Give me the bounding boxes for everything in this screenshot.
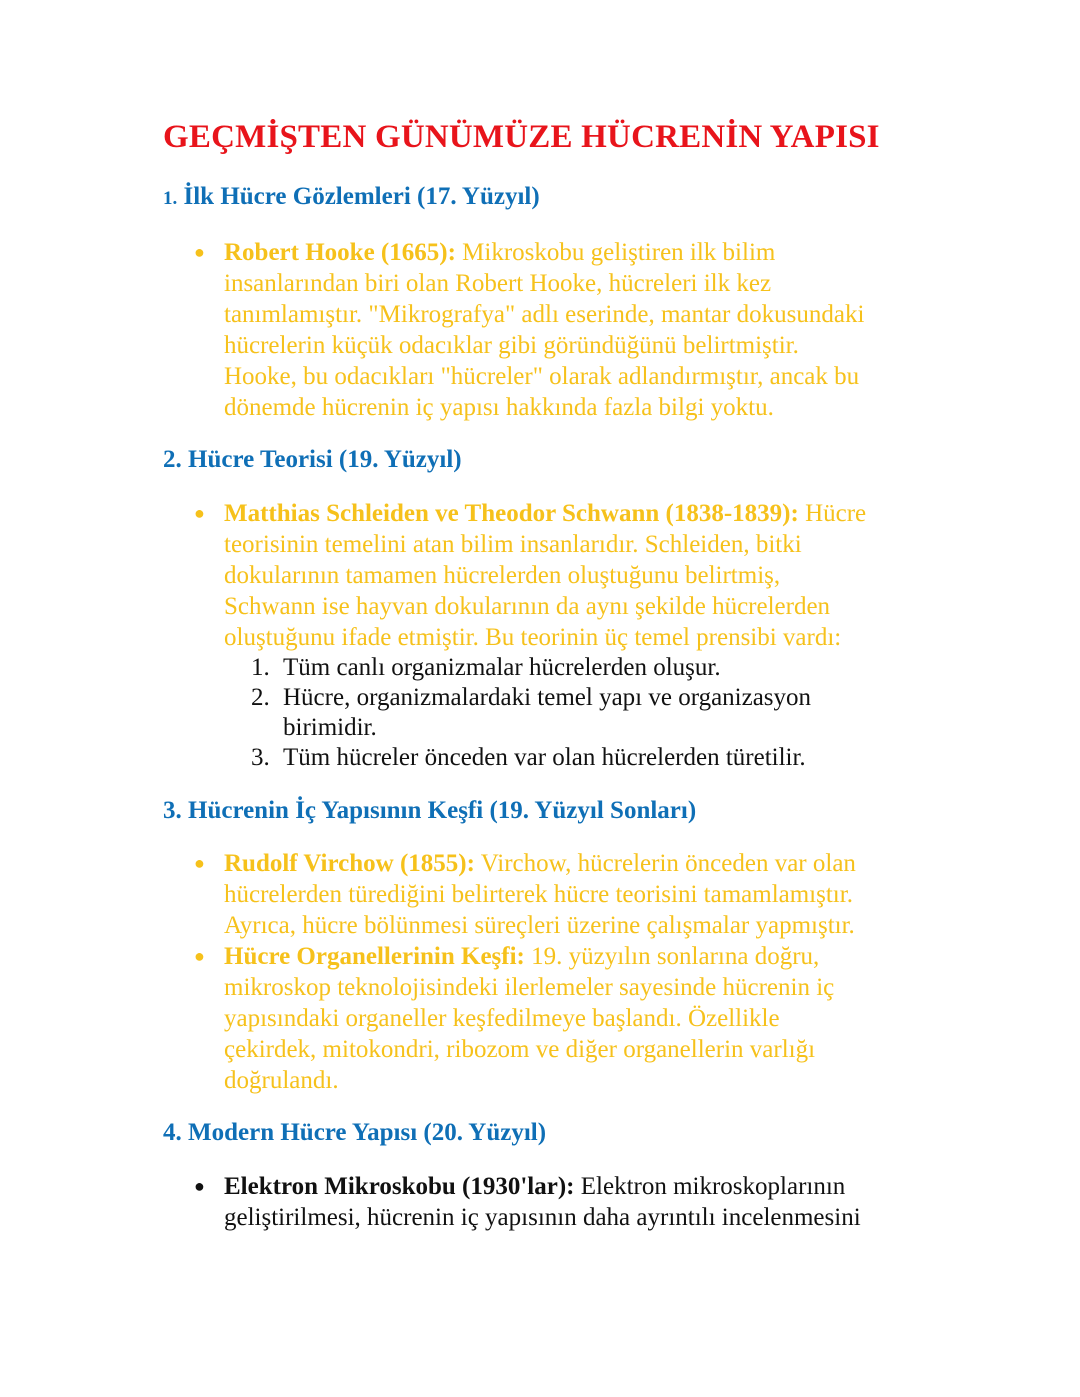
bullet-text-line: mikroskop teknolojisindeki ilerlemeler sayesinde hücrenin iç [224,974,835,1001]
principle-text: birimidir. [283,714,377,741]
bullet-text-line: Hücre [798,500,867,527]
section-heading-4 [163,1117,923,1149]
bullet-dot-icon: ● [194,853,205,873]
section-title: Hücre Teorisi (19. Yüzyıl) [188,446,462,473]
bullet-text-line: Ayrıca, hücre bölünmesi süreçleri üzerine çalışmalar yapmıştır. [224,912,855,939]
bullet-text-line: Elektron mikroskoplarının [574,1173,846,1200]
section-heading-2 [163,444,923,476]
bullet-term: Elektron Mikroskobu (1930'lar): [224,1173,575,1200]
bullet-text-line: doğrulandı. [224,1067,339,1094]
principle-text: Hücre, organizmalardaki temel yapı ve organizasyon [283,684,812,711]
bullet-text-line: Virchow, hücrelerin önceden var olan [474,850,856,877]
bullet-term: Matthias Schleiden ve Theodor Schwann (1838-1839): [224,500,799,527]
bullet-item-organelles [163,941,923,1096]
principle-item [163,653,923,683]
principles-list [163,653,923,773]
bullet-text-line: çekirdek, mitokondri, ribozom ve diğer organellerin varlığı [224,1036,816,1063]
section-title: Hücrenin İç Yapısının Keşfi (19. Yüzyıl Sonları) [188,797,697,824]
principle-item [163,683,923,743]
bullet-text-line: geliştirilmesi, hücrenin iç yapısının daha ayrıntılı incelenmesini [224,1204,861,1231]
section-title: İlk Hücre Gözlemleri (17. Yüzyıl) [183,183,540,210]
principle-number: 3. [251,744,270,771]
bullet-text-line: tanımlamıştır. "Mikrografya" adlı eserinde, mantar dokusundaki [224,301,865,328]
bullet-dot-icon: ● [194,242,205,262]
principle-text: Tüm hücreler önceden var olan hücrelerden türetilir. [283,744,806,771]
bullet-text-line: Mikroskobu geliştiren ilk bilim [455,239,776,266]
bullet-text-line: hücrelerin küçük odacıklar gibi göründüğünü belirtmiştir. [224,332,799,359]
bullet-term: Rudolf Virchow (1855): [224,850,475,877]
bullet-text-line: oluştuğunu ifade etmiştir. Bu teorinin üç temel prensibi vardı: [224,624,842,651]
section-heading-1 [163,181,923,215]
bullet-list [163,848,923,1096]
bullet-text-line: yapısındaki organeller keşfedilmeye başlandı. Özellikle [224,1005,780,1032]
bullet-text-line: dokularının tamamen hücrelerden oluştuğunu belirtmiş, [224,562,781,589]
bullet-item-schleiden-schwann [163,498,923,653]
principle-item [163,743,923,773]
section-number: 1. [163,188,178,209]
bullet-item-electron-microscope [163,1171,923,1233]
bullet-item-robert-hooke [163,237,923,423]
bullet-text-line: dönemde hücrenin iç yapısı hakkında fazla bilgi yoktu. [224,394,774,421]
principle-number: 1. [251,654,270,681]
section-title: Modern Hücre Yapısı (20. Yüzyıl) [188,1119,547,1146]
bullet-list [163,237,923,423]
bullet-item-virchow [163,848,923,941]
principle-number: 2. [251,684,270,711]
bullet-text-line: Schwann ise hayvan dokularının da aynı şekilde hücrelerden [224,593,831,620]
bullet-dot-icon: ● [194,946,205,966]
bullet-text-line: teorisinin temelini atan bilim insanlarıdır. Schleiden, bitki [224,531,802,558]
bullet-list [163,1171,923,1233]
section-number: 2. [163,446,182,473]
bullet-text-line: insanlarından biri olan Robert Hooke, hücreleri ilk kez [224,270,772,297]
document-page [163,112,923,1233]
section-heading-3 [163,795,923,827]
bullet-dot-icon: ● [194,1176,205,1196]
bullet-text-line: Hooke, bu odacıkları "hücreler" olarak adlandırmıştır, ancak bu [224,363,860,390]
page-title: GEÇMİŞTEN GÜNÜMÜZE HÜCRENİN YAPISI [163,119,880,155]
section-number: 4. [163,1119,182,1146]
section-number: 3. [163,797,182,824]
bullet-term: Robert Hooke (1665): [224,239,456,266]
bullet-dot-icon: ● [194,503,205,523]
bullet-term: Hücre Organellerinin Keşfi: [224,943,525,970]
bullet-text-line: 19. yüzyılın sonlarına doğru, [524,943,820,970]
bullet-text-line: hücrelerden türediğini belirterek hücre teorisini tamamlamıştır. [224,881,853,908]
principle-text: Tüm canlı organizmalar hücrelerden oluşur. [283,654,721,681]
bullet-list [163,498,923,653]
